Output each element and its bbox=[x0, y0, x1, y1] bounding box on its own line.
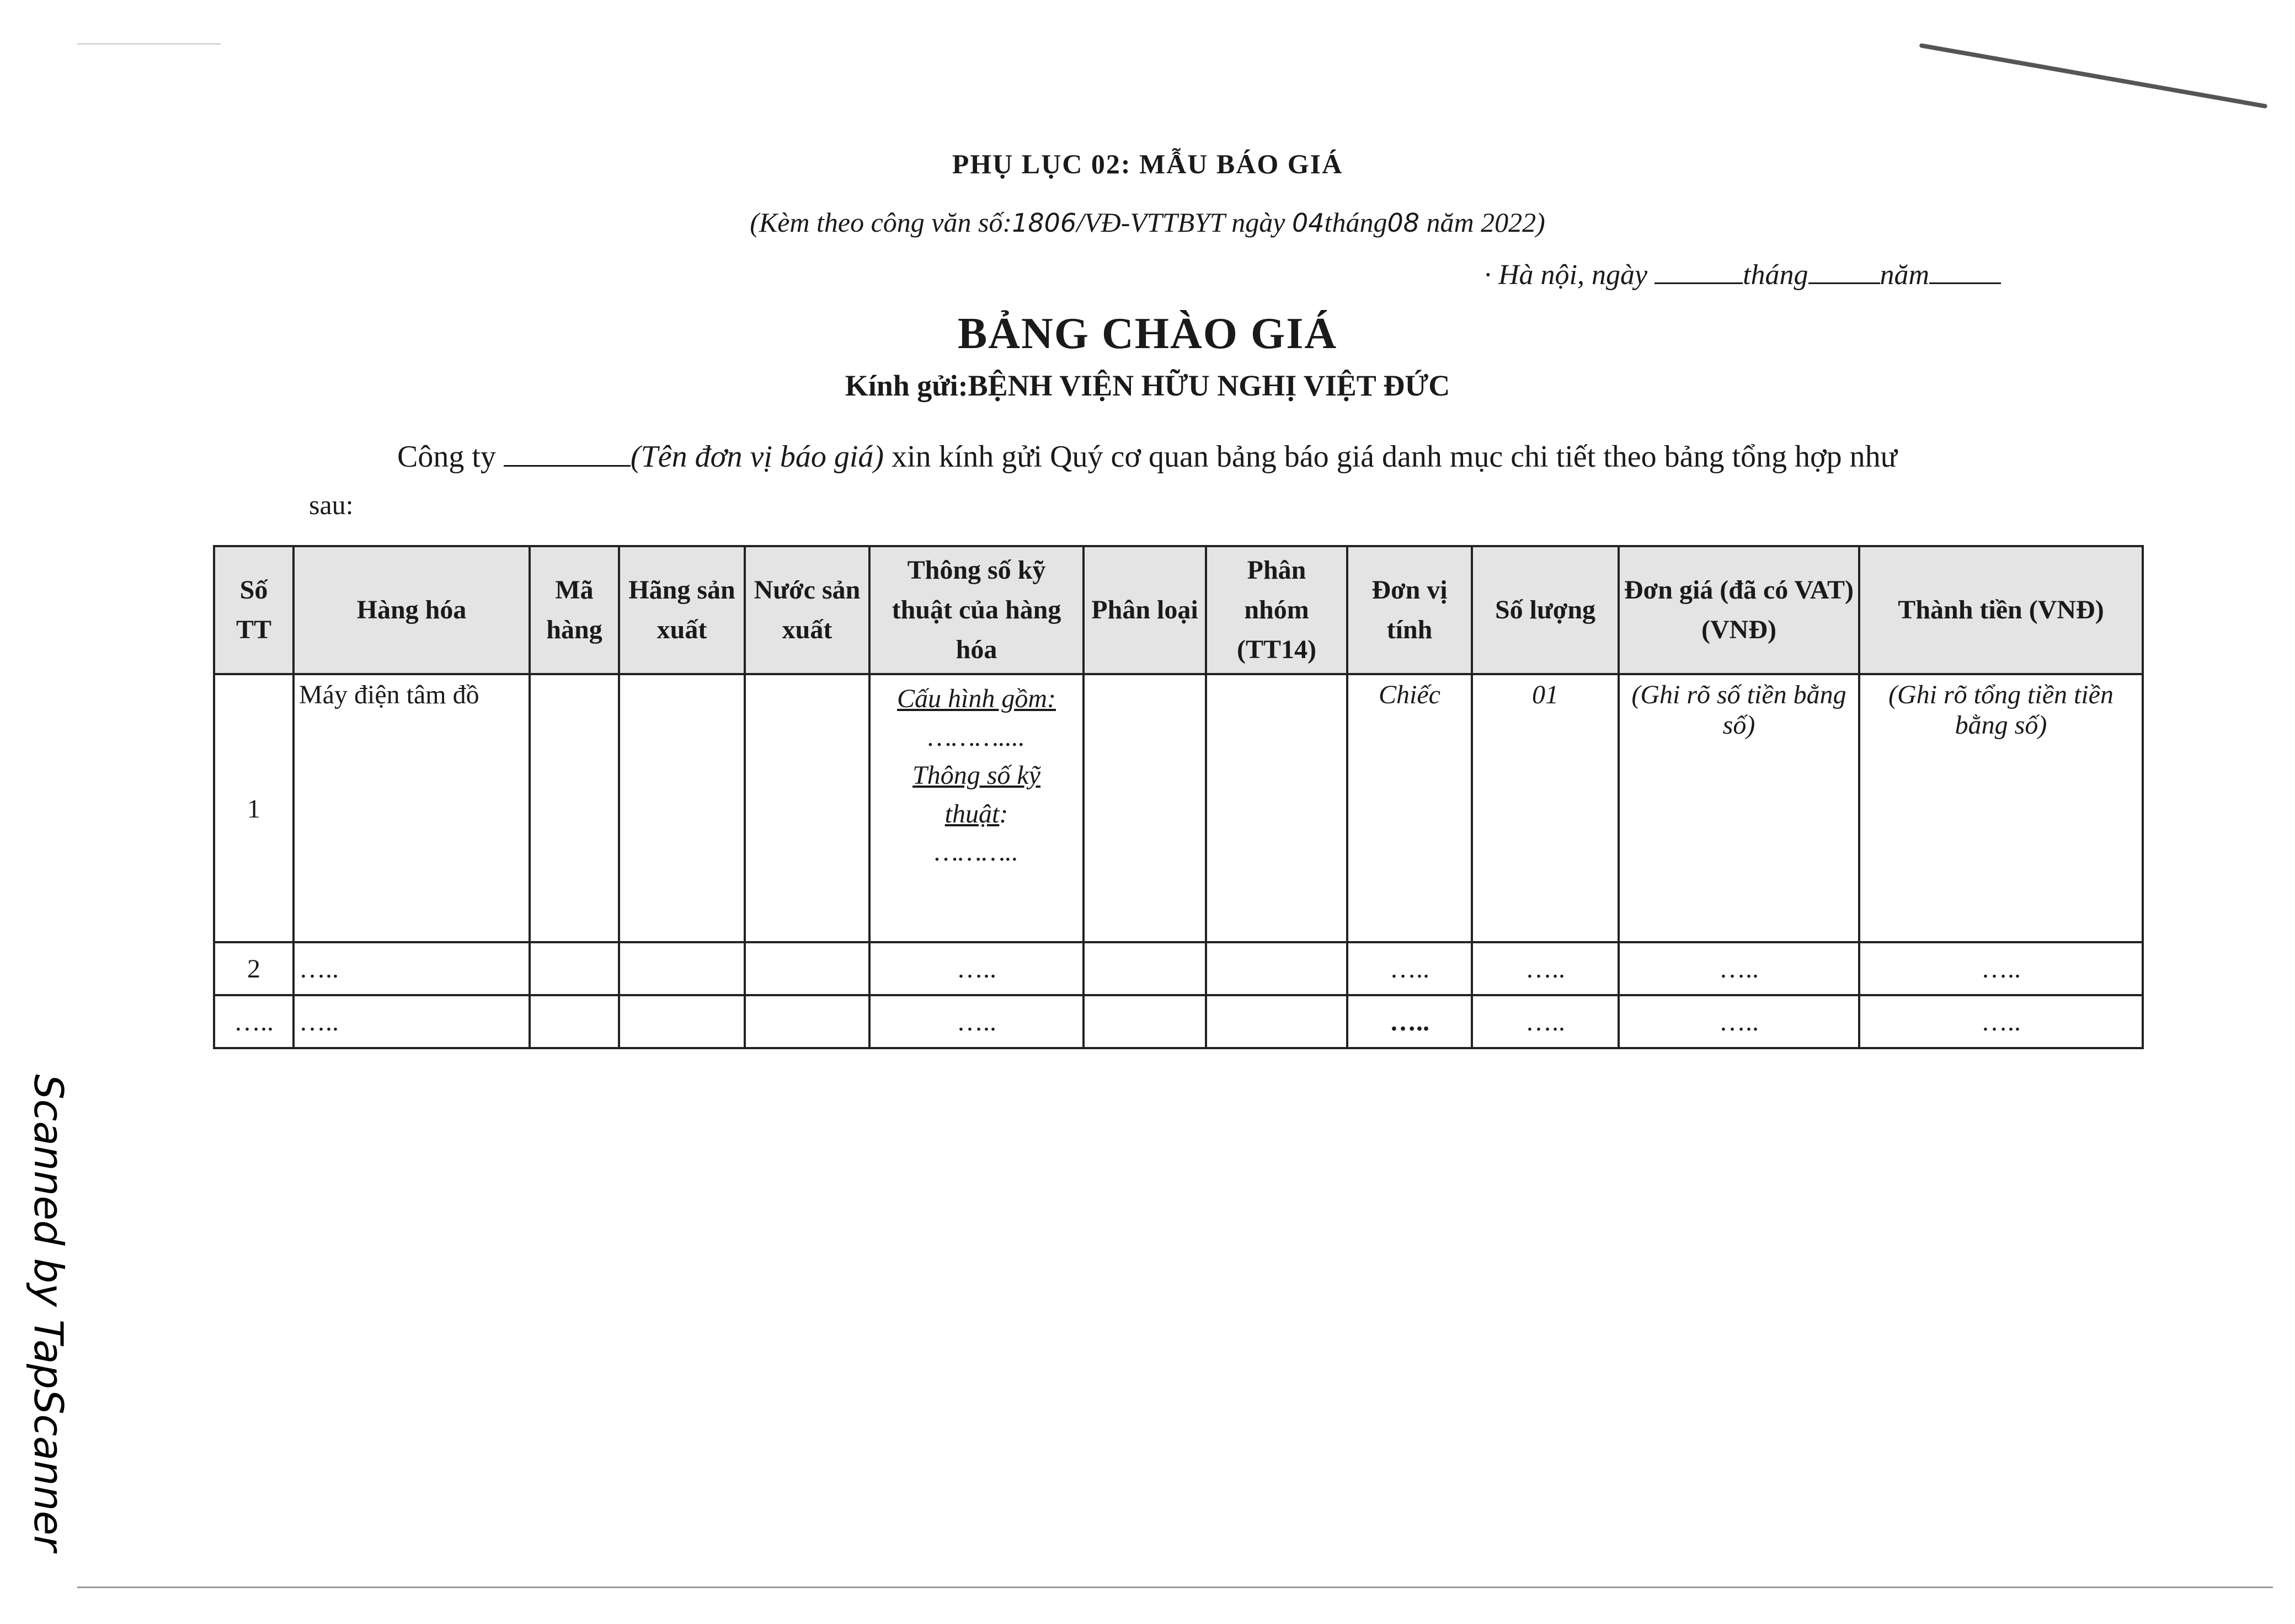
header-group: Phân nhóm (TT14) bbox=[1206, 546, 1347, 674]
subtitle-mid2: tháng bbox=[1324, 207, 1387, 238]
cell-specs: ….. bbox=[869, 942, 1084, 995]
bottom-rule bbox=[77, 1586, 2273, 1588]
cell-unit: ….. bbox=[1347, 942, 1472, 995]
table-row bbox=[214, 942, 2143, 995]
table-row bbox=[214, 995, 2143, 1048]
cell-quantity: 01 bbox=[1472, 674, 1619, 942]
cell-unit-price: (Ghi rõ số tiền bằng số) bbox=[1619, 674, 1859, 942]
document-title: BẢNG CHÀO GIÁ bbox=[957, 309, 1338, 358]
appendix-subtitle bbox=[0, 206, 2295, 238]
cell-quantity: ….. bbox=[1472, 942, 1619, 995]
handwritten-doc-number: 1806 bbox=[1012, 208, 1077, 238]
cell-manufacturer bbox=[619, 995, 745, 1048]
intro-continuation: sau: bbox=[309, 489, 354, 520]
cell-total: (Ghi rõ tổng tiền tiền bằng số) bbox=[1859, 674, 2143, 942]
subtitle-suffix: năm 2022) bbox=[1426, 207, 1545, 238]
cell-item: Máy điện tâm đồ bbox=[293, 674, 530, 942]
cell-unit-price: ….. bbox=[1619, 942, 1859, 995]
cell-manufacturer bbox=[619, 674, 745, 942]
day-blank[interactable] bbox=[1654, 258, 1743, 284]
cell-total: ….. bbox=[1859, 995, 2143, 1048]
cell-group bbox=[1206, 995, 1347, 1048]
cell-group bbox=[1206, 942, 1347, 995]
spec-dots-2: ……….. bbox=[934, 837, 1019, 867]
cell-code bbox=[530, 674, 619, 942]
cell-stt: 2 bbox=[214, 942, 293, 995]
header-quantity: Số lượng bbox=[1472, 546, 1619, 674]
header-total: Thành tiền (VNĐ) bbox=[1859, 546, 2143, 674]
spec-dots-1: ……….... bbox=[927, 722, 1026, 752]
table-header-row bbox=[214, 546, 2143, 674]
handwritten-month: 08 bbox=[1387, 208, 1419, 238]
handwritten-day: 04 bbox=[1292, 208, 1325, 238]
cell-classification bbox=[1084, 995, 1206, 1048]
cell-stt: 1 bbox=[214, 674, 293, 942]
cell-unit: Chiếc bbox=[1347, 674, 1472, 942]
header-code: Mã hàng bbox=[530, 546, 619, 674]
cell-code bbox=[530, 942, 619, 995]
cell-classification bbox=[1084, 942, 1206, 995]
cell-specs bbox=[869, 674, 1084, 942]
appendix-title: PHỤ LỤC 02: MẪU BÁO GIÁ bbox=[952, 148, 1343, 179]
cell-stt: ….. bbox=[214, 995, 293, 1048]
cell-country bbox=[745, 674, 869, 942]
cell-specs: ….. bbox=[869, 995, 1084, 1048]
cell-code bbox=[530, 995, 619, 1048]
date-year-label: năm bbox=[1880, 259, 1930, 291]
intro-text: xin kính gửi Quý cơ quan bảng báo giá danh mục chi tiết theo bảng tổng hợp như bbox=[892, 440, 1898, 474]
header-stt: Số TT bbox=[214, 546, 293, 674]
header-unit: Đơn vị tính bbox=[1347, 546, 1472, 674]
year-blank[interactable] bbox=[1929, 258, 2001, 284]
cell-quantity: ….. bbox=[1472, 995, 1619, 1048]
intro-placeholder: (Tên đơn vị báo giá) bbox=[630, 440, 884, 474]
cell-unit-price: ….. bbox=[1619, 995, 1859, 1048]
header-unit-price: Đơn giá (đã có VAT) (VNĐ) bbox=[1619, 546, 1859, 674]
cell-country bbox=[745, 995, 869, 1048]
cell-unit: ….. bbox=[1347, 995, 1472, 1048]
header-classification: Phân loại bbox=[1084, 546, 1206, 674]
recipient-line: Kính gửi:BỆNH VIỆN HỮU NGHỊ VIỆT ĐỨC bbox=[845, 369, 1450, 402]
spec-tech-label-2: thuật bbox=[944, 799, 1000, 829]
page-corner-shadow bbox=[1919, 43, 2268, 109]
intro-paragraph bbox=[397, 439, 1897, 474]
spec-colon: : bbox=[999, 799, 1008, 829]
company-name-blank[interactable] bbox=[504, 441, 631, 467]
cell-group bbox=[1206, 674, 1347, 942]
header-item: Hàng hóa bbox=[293, 546, 530, 674]
spec-tech-label-1: Thông số kỹ bbox=[912, 761, 1040, 790]
header-manufacturer: Hãng sản xuất bbox=[619, 546, 745, 674]
intro-company: Công ty bbox=[397, 440, 496, 474]
header-country: Nước sản xuất bbox=[745, 546, 869, 674]
cell-item: ….. bbox=[293, 995, 530, 1048]
spec-config-label: Cấu hình gồm: bbox=[897, 684, 1056, 713]
cell-item: ….. bbox=[293, 942, 530, 995]
subtitle-mid1: /VĐ-VTTBYT ngày bbox=[1076, 207, 1285, 238]
cell-country bbox=[745, 942, 869, 995]
subtitle-prefix: (Kèm theo công văn số: bbox=[750, 207, 1012, 238]
cell-classification bbox=[1084, 674, 1206, 942]
quote-table bbox=[213, 545, 2144, 1049]
cell-manufacturer bbox=[619, 942, 745, 995]
header-specs: Thông số kỹ thuật của hàng hóa bbox=[869, 546, 1084, 674]
date-prefix: Hà nội, ngày bbox=[1498, 259, 1648, 291]
table-row bbox=[214, 674, 2143, 942]
top-scan-edge bbox=[77, 43, 221, 45]
scanner-watermark: Scanned by TapScanner bbox=[25, 1074, 72, 1552]
cell-total: ….. bbox=[1859, 942, 2143, 995]
date-line: · Hà nội, ngày tháng năm bbox=[1484, 258, 2001, 291]
date-month-label: tháng bbox=[1743, 259, 1808, 291]
month-blank[interactable] bbox=[1808, 258, 1880, 284]
